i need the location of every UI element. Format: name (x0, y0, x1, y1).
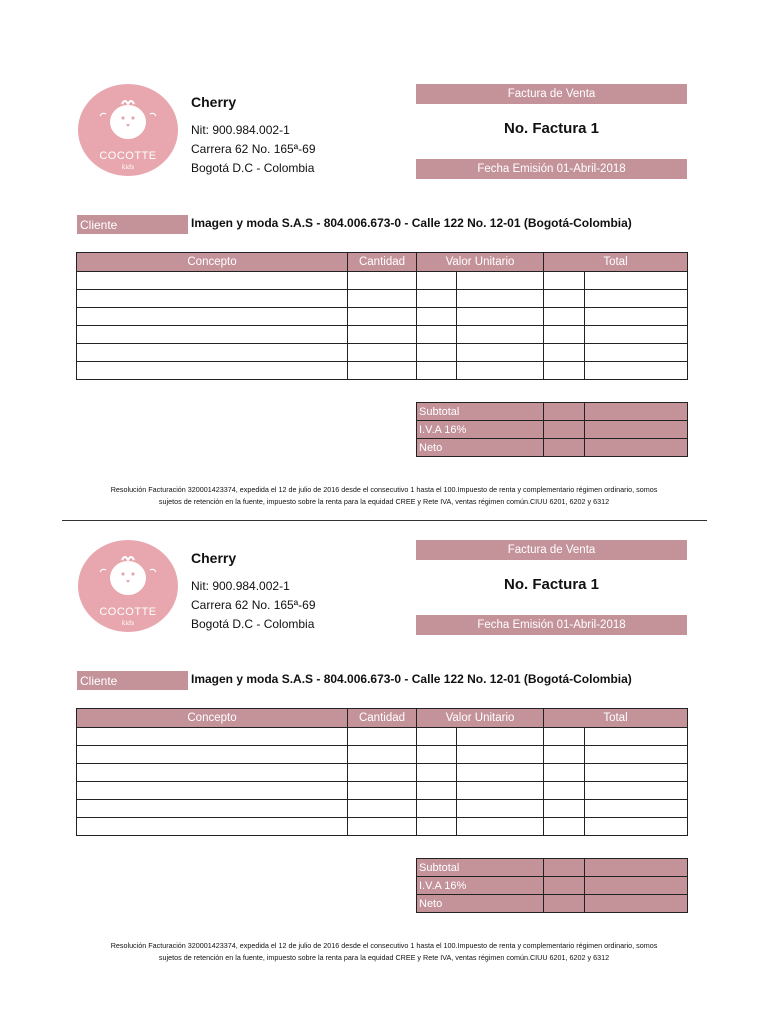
table-row (77, 362, 688, 380)
cell[interactable] (544, 272, 585, 290)
neto-value[interactable] (585, 439, 688, 457)
cell[interactable] (457, 764, 544, 782)
header-cantidad: Cantidad (348, 253, 417, 272)
table-row (77, 746, 688, 764)
table-row (77, 782, 688, 800)
cell[interactable] (457, 728, 544, 746)
subtotal-label: Subtotal (417, 859, 544, 877)
client-label: Cliente (77, 215, 188, 234)
legal-line-2: sujetos de retención en la fuente, impuesto sobre la renta para la equidad CREE y Rete IVA, ventas régimen común.CIUU 6201, 6202 y 6312 (158, 953, 610, 962)
invoice-title: Factura de Venta (416, 540, 687, 560)
iva-value[interactable] (585, 421, 688, 439)
logo-text: COCOTTE (99, 150, 157, 162)
cell[interactable] (417, 272, 457, 290)
cell[interactable] (544, 308, 585, 326)
table-row (77, 308, 688, 326)
cell[interactable] (417, 818, 457, 836)
cell[interactable] (417, 290, 457, 308)
header-concepto: Concepto (77, 709, 348, 728)
cell[interactable] (348, 782, 417, 800)
cell[interactable] (417, 800, 457, 818)
neto-row (417, 895, 688, 913)
subtotal-label: Subtotal (417, 403, 544, 421)
company-city: Bogotá D.C - Colombia (191, 161, 315, 175)
cell[interactable] (544, 800, 585, 818)
iva-label: I.V.A 16% (417, 421, 544, 439)
table-row (77, 290, 688, 308)
cell[interactable] (348, 728, 417, 746)
cell[interactable] (457, 782, 544, 800)
company-logo (78, 84, 178, 176)
cell[interactable] (417, 746, 457, 764)
cell[interactable] (544, 728, 585, 746)
legal-line-1: Resolución Facturación 320001423374, expedida el 12 de julio de 2016 desde el consecutivo 1 hasta el 100.Impuesto de renta y complementario régimen ordinario, somos (110, 485, 658, 494)
company-logo (78, 540, 178, 632)
legal-line-1: Resolución Facturación 320001423374, expedida el 12 de julio de 2016 desde el consecutivo 1 hasta el 100.Impuesto de renta y complementario régimen ordinario, somos (110, 941, 658, 950)
table-row (77, 326, 688, 344)
header-valor-unitario: Valor Unitario (417, 709, 544, 728)
cell[interactable] (585, 782, 688, 800)
company-address: Carrera 62 No. 165ª-69 (191, 598, 316, 612)
cell[interactable] (544, 782, 585, 800)
cell[interactable] (457, 344, 544, 362)
cell[interactable] (348, 344, 417, 362)
cell[interactable] (585, 326, 688, 344)
header-cantidad: Cantidad (348, 709, 417, 728)
cell[interactable] (544, 326, 585, 344)
cell[interactable] (457, 326, 544, 344)
iva-label: I.V.A 16% (417, 877, 544, 895)
cell[interactable] (348, 290, 417, 308)
cell[interactable] (417, 326, 457, 344)
cell[interactable] (457, 800, 544, 818)
cell[interactable] (77, 272, 348, 290)
cell[interactable] (544, 877, 585, 895)
cell[interactable] (417, 308, 457, 326)
subtotal-row (417, 859, 688, 877)
cell[interactable] (585, 764, 688, 782)
cell[interactable] (544, 421, 585, 439)
items-table (76, 252, 688, 380)
client-value: Imagen y moda S.A.S - 804.006.673-0 - Calle 122 No. 12-01 (Bogotá-Colombia) (191, 216, 632, 230)
cell[interactable] (77, 746, 348, 764)
cell[interactable] (417, 782, 457, 800)
cell[interactable] (585, 290, 688, 308)
logo-subtext: kids (121, 620, 135, 627)
neto-row (417, 439, 688, 457)
cell[interactable] (585, 272, 688, 290)
client-label: Cliente (77, 671, 188, 690)
cell[interactable] (544, 362, 585, 380)
company-name: Cherry (191, 94, 237, 110)
cell[interactable] (544, 344, 585, 362)
totals-table (416, 402, 688, 457)
cell[interactable] (585, 344, 688, 362)
cell[interactable] (544, 859, 585, 877)
neto-value[interactable] (585, 895, 688, 913)
cell[interactable] (544, 746, 585, 764)
table-row (77, 272, 688, 290)
chick-logo-icon (78, 84, 178, 176)
cell[interactable] (77, 728, 348, 746)
cell[interactable] (77, 290, 348, 308)
invoice-title: Factura de Venta (416, 84, 687, 104)
iva-row (417, 421, 688, 439)
totals-table (416, 858, 688, 913)
table-row (77, 818, 688, 836)
cell[interactable] (457, 818, 544, 836)
subtotal-value[interactable] (585, 403, 688, 421)
cell[interactable] (585, 818, 688, 836)
cell[interactable] (417, 728, 457, 746)
cell[interactable] (544, 764, 585, 782)
cell[interactable] (585, 728, 688, 746)
cell[interactable] (544, 818, 585, 836)
cell[interactable] (544, 895, 585, 913)
client-value: Imagen y moda S.A.S - 804.006.673-0 - Calle 122 No. 12-01 (Bogotá-Colombia) (191, 672, 632, 686)
invoice-copy-2 (0, 456, 768, 968)
company-name: Cherry (191, 550, 237, 566)
cell[interactable] (585, 800, 688, 818)
cell[interactable] (348, 326, 417, 344)
cell[interactable] (457, 362, 544, 380)
cell[interactable] (417, 764, 457, 782)
cell[interactable] (348, 800, 417, 818)
cell[interactable] (585, 746, 688, 764)
iva-value[interactable] (585, 877, 688, 895)
invoice-number: No. Factura 1 (503, 120, 600, 137)
cell[interactable] (77, 818, 348, 836)
cell[interactable] (585, 362, 688, 380)
cell[interactable] (77, 308, 348, 326)
legal-line-2: sujetos de retención en la fuente, impuesto sobre la renta para la equidad CREE y Rete IVA, ventas régimen común.CIUU 6201, 6202 y 6312 (158, 497, 610, 506)
cell[interactable] (457, 308, 544, 326)
logo-text: COCOTTE (99, 606, 157, 618)
items-table (76, 708, 688, 836)
legal-notice (60, 940, 708, 964)
cell[interactable] (348, 746, 417, 764)
invoice-date: Fecha Emisión 01-Abril-2018 (416, 615, 687, 635)
cell[interactable] (544, 439, 585, 457)
table-row (77, 728, 688, 746)
company-nit: Nit: 900.984.002-1 (191, 123, 290, 137)
cell[interactable] (77, 362, 348, 380)
header-valor-unitario: Valor Unitario (417, 253, 544, 272)
cell[interactable] (457, 290, 544, 308)
invoice-date: Fecha Emisión 01-Abril-2018 (416, 159, 687, 179)
cell[interactable] (417, 362, 457, 380)
logo-subtext: kids (121, 164, 135, 171)
cell[interactable] (77, 764, 348, 782)
cell[interactable] (417, 344, 457, 362)
invoice-number: No. Factura 1 (503, 576, 600, 593)
cell[interactable] (544, 403, 585, 421)
cell[interactable] (348, 308, 417, 326)
items-header-row (77, 253, 688, 272)
cell[interactable] (457, 746, 544, 764)
cell[interactable] (77, 782, 348, 800)
neto-label: Neto (417, 439, 544, 457)
cell[interactable] (77, 326, 348, 344)
cell[interactable] (348, 764, 417, 782)
table-row (77, 764, 688, 782)
cell[interactable] (348, 272, 417, 290)
chick-logo-icon (78, 540, 178, 632)
subtotal-value[interactable] (585, 859, 688, 877)
table-row (77, 344, 688, 362)
subtotal-row (417, 403, 688, 421)
cell[interactable] (585, 308, 688, 326)
cell[interactable] (348, 362, 417, 380)
cell[interactable] (544, 290, 585, 308)
items-header-row (77, 709, 688, 728)
neto-label: Neto (417, 895, 544, 913)
company-city: Bogotá D.C - Colombia (191, 617, 315, 631)
cell[interactable] (457, 272, 544, 290)
company-nit: Nit: 900.984.002-1 (191, 579, 290, 593)
header-concepto: Concepto (77, 253, 348, 272)
cell[interactable] (348, 818, 417, 836)
cell[interactable] (77, 344, 348, 362)
iva-row (417, 877, 688, 895)
table-row (77, 800, 688, 818)
header-total: Total (544, 709, 688, 728)
cell[interactable] (77, 800, 348, 818)
header-total: Total (544, 253, 688, 272)
company-address: Carrera 62 No. 165ª-69 (191, 142, 316, 156)
